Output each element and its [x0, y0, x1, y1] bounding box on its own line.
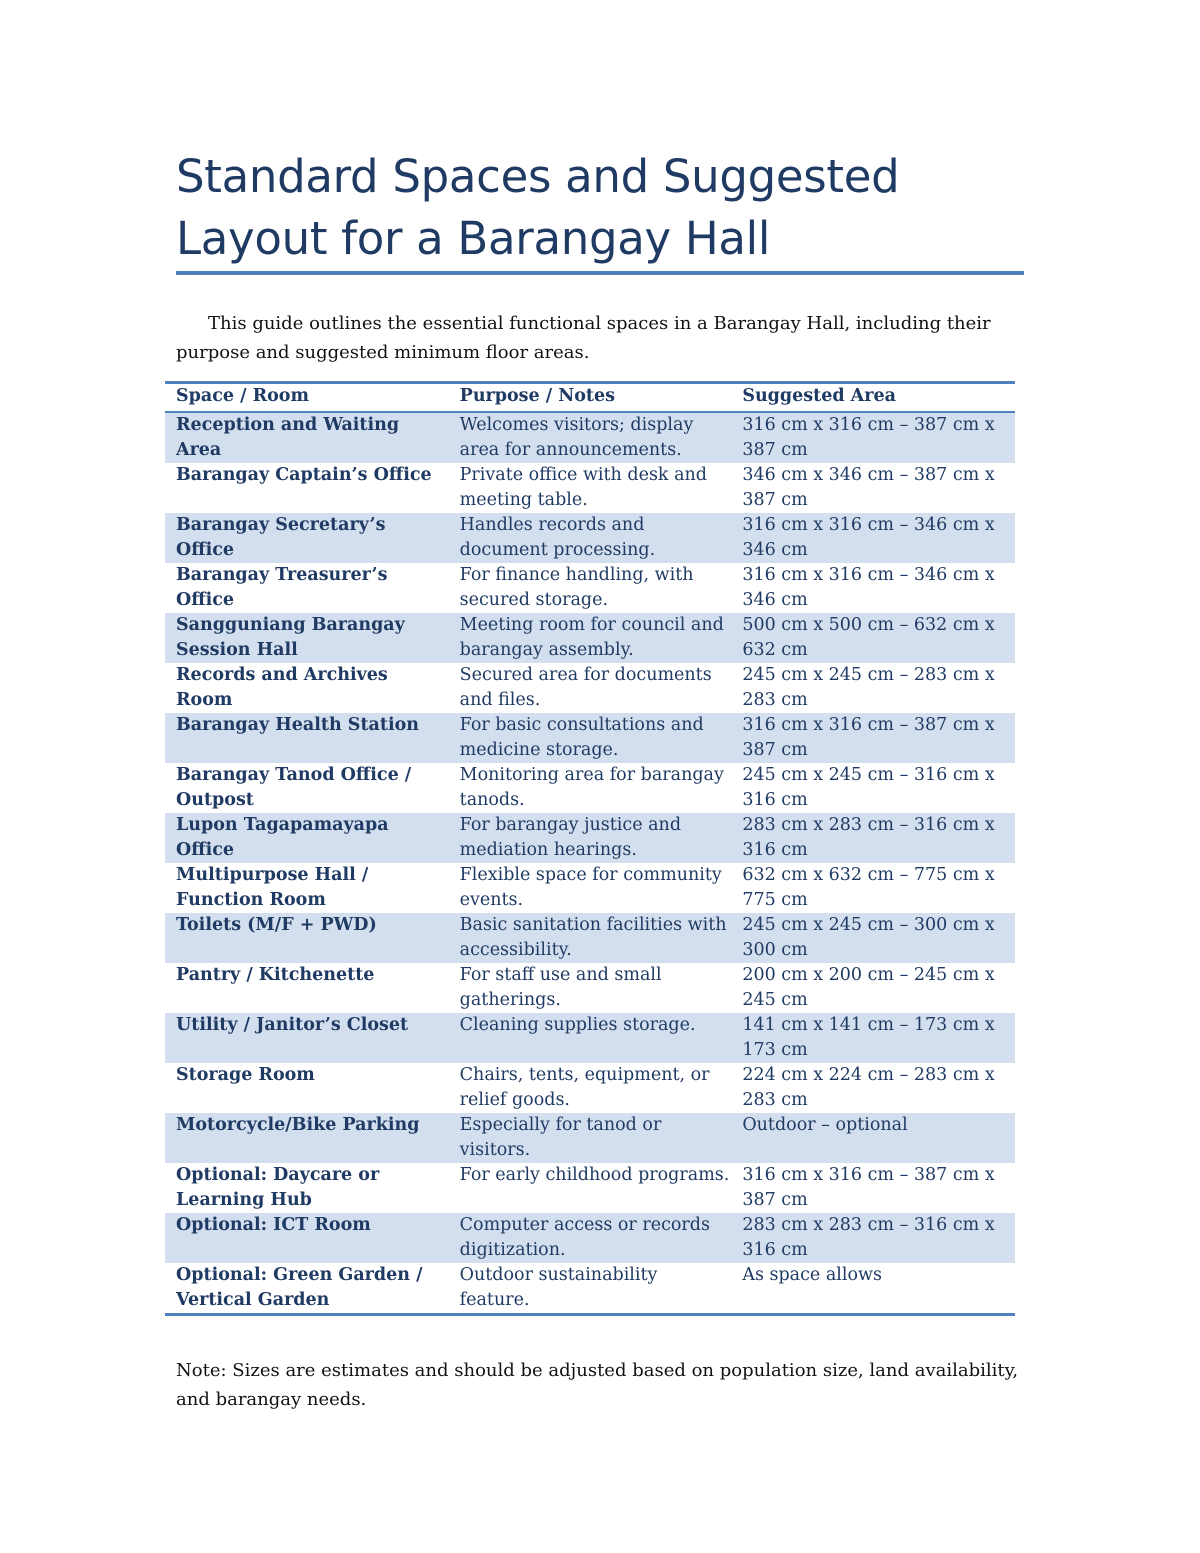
table-row [165, 663, 1015, 713]
spaces-table [165, 381, 1015, 1316]
cell-space: Optional: ICT Room [165, 1213, 449, 1263]
header-space: Space / Room [165, 383, 449, 413]
cell-purpose: Basic sanitation facilities with accessibility. [449, 913, 732, 963]
table-row [165, 563, 1015, 613]
cell-purpose: Outdoor sustainability feature. [459, 1265, 658, 1310]
cell-area: As space allows [742, 1265, 882, 1285]
cell-area: 316 cm x 316 cm – 387 cm x 387 cm [742, 1165, 995, 1210]
cell-purpose: Secured area for documents and files. [459, 665, 712, 710]
table-row [165, 463, 1015, 513]
cell-space: Reception and Waiting Area [165, 412, 449, 463]
cell-purpose: Monitoring area for barangay tanods. [459, 765, 724, 810]
cell-space: Lupon Tagapamayapa Office [165, 813, 449, 863]
cell-area: 316 cm x 316 cm – 346 cm x 346 cm [742, 565, 995, 610]
cell-purpose: Cleaning supplies storage. [449, 1013, 732, 1063]
cell-area: 200 cm x 200 cm – 245 cm x 245 cm [742, 965, 995, 1010]
cell-area: 632 cm x 632 cm – 775 cm x 775 cm [742, 865, 995, 910]
cell-space: Barangay Treasurer’s Office [176, 565, 388, 610]
table-row [165, 1063, 1015, 1113]
document-title: Standard Spaces and Suggested Layout for a Barangay Hall [176, 150, 900, 265]
cell-purpose: Meeting room for council and barangay assembly. [449, 613, 732, 663]
cell-area: 283 cm x 283 cm – 316 cm x 316 cm [731, 1213, 1015, 1263]
cell-space: Storage Room [176, 1065, 315, 1085]
table-row [165, 513, 1015, 563]
cell-purpose: Especially for tanod or visitors. [449, 1113, 732, 1163]
cell-space: Optional: Green Garden / Vertical Garden [176, 1265, 423, 1310]
cell-purpose: Private office with desk and meeting table. [459, 465, 708, 510]
cell-purpose: Chairs, tents, equipment, or relief goods. [459, 1065, 710, 1110]
cell-space: Utility / Janitor’s Closet [165, 1013, 449, 1063]
cell-area: 245 cm x 245 cm – 300 cm x 300 cm [731, 913, 1015, 963]
cell-purpose: Welcomes visitors; display area for announcements. [449, 412, 732, 463]
cell-space: Records and Archives Room [176, 665, 388, 710]
table-row [165, 613, 1015, 663]
note-paragraph: Note: Sizes are estimates and should be adjusted based on population size, land availability, and barangay needs. [176, 1360, 1019, 1410]
cell-purpose: For early childhood programs. [459, 1165, 730, 1185]
cell-space: Toilets (M/F + PWD) [165, 913, 449, 963]
cell-space: Barangay Captain’s Office [176, 465, 432, 485]
cell-purpose: For basic consultations and medicine storage. [449, 713, 732, 763]
table-row [165, 1113, 1015, 1163]
cell-space: Barangay Secretary’s Office [165, 513, 449, 563]
table-row [165, 913, 1015, 963]
cell-purpose: Flexible space for community events. [459, 865, 722, 910]
cell-area: 245 cm x 245 cm – 283 cm x 283 cm [742, 665, 995, 710]
cell-area: 346 cm x 346 cm – 387 cm x 387 cm [742, 465, 995, 510]
header-area: Suggested Area [731, 383, 1015, 413]
table-body [165, 412, 1015, 1315]
cell-area: 141 cm x 141 cm – 173 cm x 173 cm [731, 1013, 1015, 1063]
cell-area: Outdoor – optional [731, 1113, 1015, 1163]
table-row [165, 412, 1015, 463]
cell-area: 316 cm x 316 cm – 387 cm x 387 cm [731, 713, 1015, 763]
cell-space: Motorcycle/Bike Parking [165, 1113, 449, 1163]
table-row [165, 713, 1015, 763]
cell-space: Multipurpose Hall / Function Room [176, 865, 369, 910]
table-row [165, 813, 1015, 863]
intro-paragraph: This guide outlines the essential functional spaces in a Barangay Hall, including their purpose and suggested minimum floor areas. [176, 313, 991, 363]
cell-area: 245 cm x 245 cm – 316 cm x 316 cm [742, 765, 995, 810]
cell-area: 500 cm x 500 cm – 632 cm x 632 cm [731, 613, 1015, 663]
cell-area: 316 cm x 316 cm – 387 cm x 387 cm [731, 412, 1015, 463]
cell-purpose: Computer access or records digitization. [449, 1213, 732, 1263]
cell-space: Barangay Tanod Office / Outpost [176, 765, 412, 810]
table-row [165, 763, 1015, 813]
cell-space: Barangay Health Station [165, 713, 449, 763]
cell-purpose: For staff use and small gatherings. [459, 965, 662, 1010]
table-row [165, 863, 1015, 913]
cell-space: Sangguniang Barangay Session Hall [165, 613, 449, 663]
title-underline [176, 271, 1024, 275]
header-purpose: Purpose / Notes [449, 383, 732, 413]
cell-space: Pantry / Kitchenette [176, 965, 375, 985]
table-row [165, 1213, 1015, 1263]
cell-area: 283 cm x 283 cm – 316 cm x 316 cm [731, 813, 1015, 863]
table-row [165, 963, 1015, 1013]
cell-purpose: Handles records and document processing. [449, 513, 732, 563]
cell-purpose: For barangay justice and mediation hearings. [449, 813, 732, 863]
table-header-row [165, 383, 1015, 413]
table-row [165, 1263, 1015, 1315]
table-row [165, 1163, 1015, 1213]
cell-area: 316 cm x 316 cm – 346 cm x 346 cm [731, 513, 1015, 563]
cell-purpose: For finance handling, with secured storage. [459, 565, 694, 610]
cell-space: Optional: Daycare or Learning Hub [176, 1165, 380, 1210]
table-row [165, 1013, 1015, 1063]
cell-area: 224 cm x 224 cm – 283 cm x 283 cm [742, 1065, 995, 1110]
